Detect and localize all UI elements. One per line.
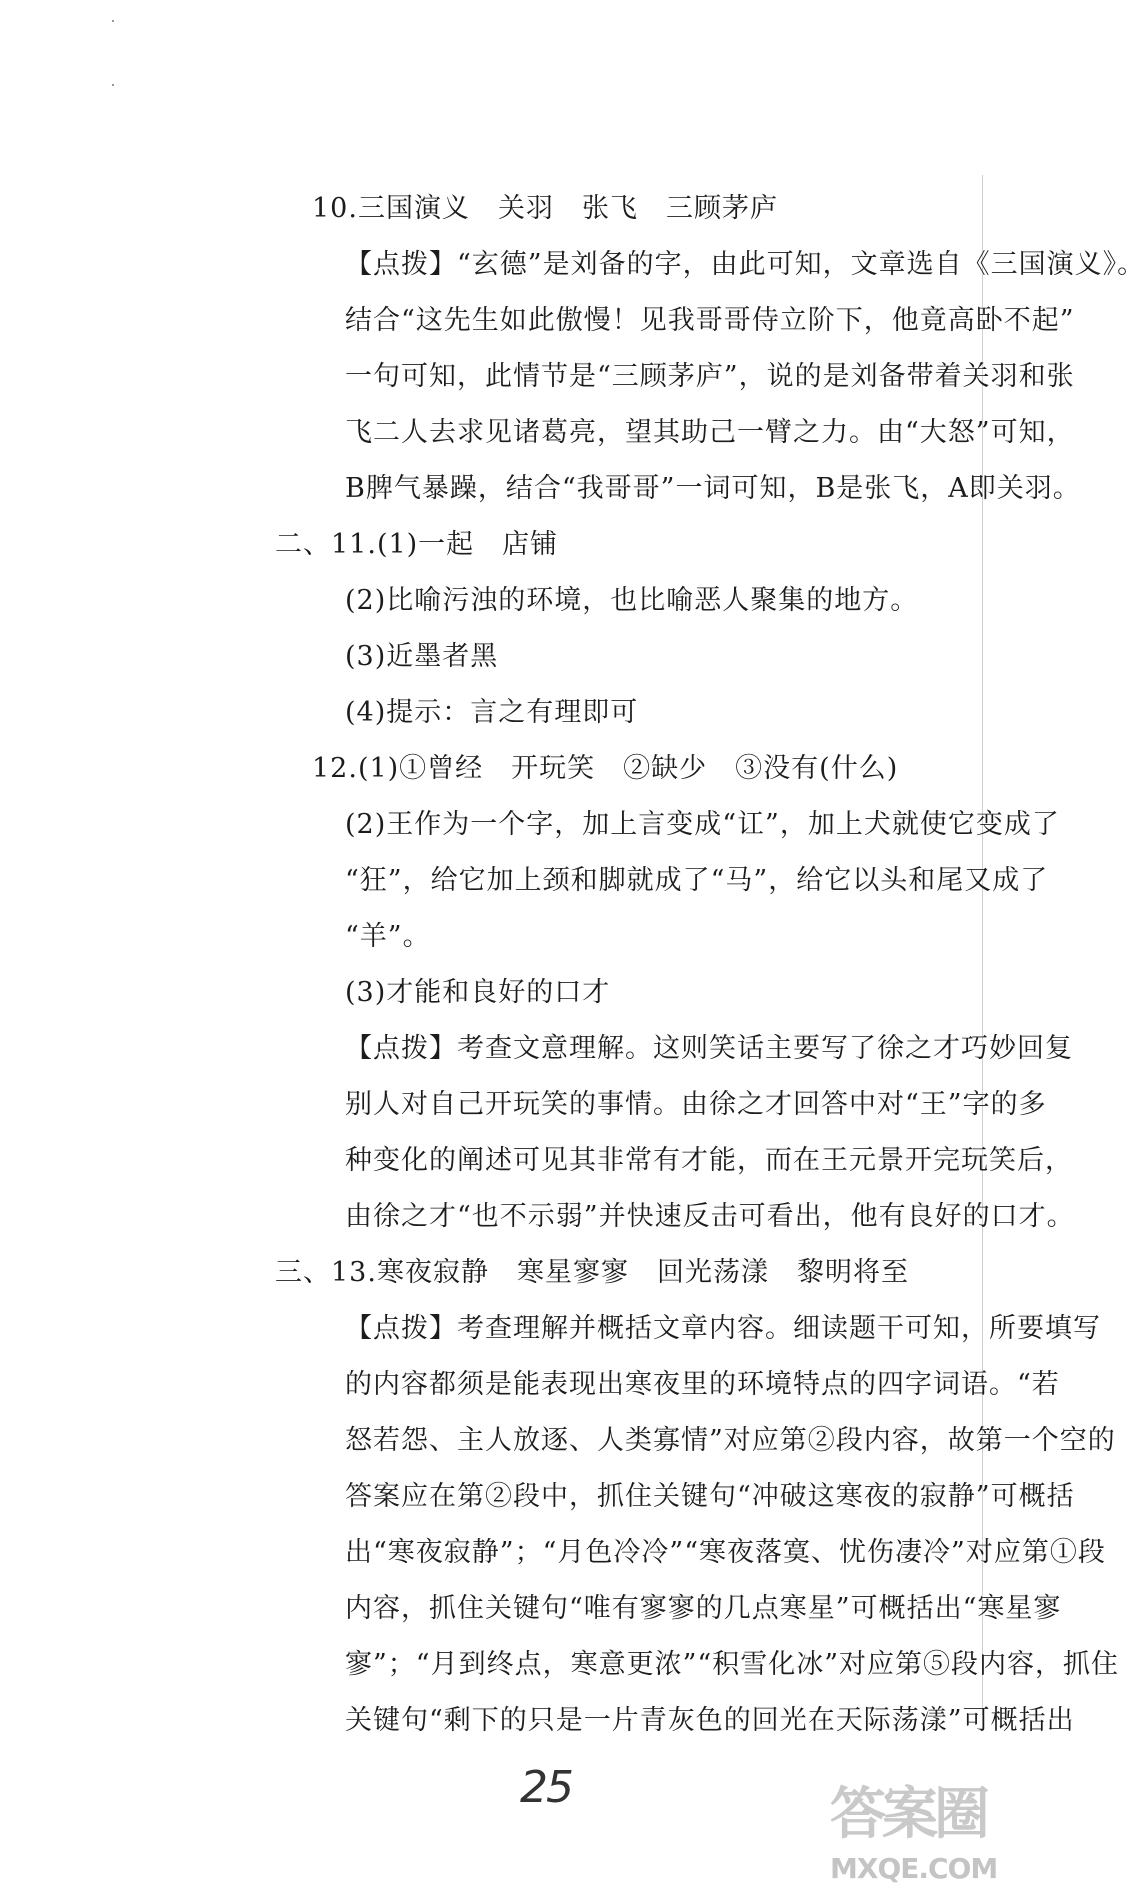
hint-10-line-3: 一句可知，此情节是“三顾茅庐”，说的是刘备带着关羽和张 <box>345 361 1075 392</box>
page-number: 25 <box>520 1762 572 1813</box>
hint-13-line-4: 答案应在第②段中，抓住关键句“冲破这寒夜的寂静”可概括 <box>345 1481 1075 1512</box>
hint-12-line-3: 种变化的阐述可见其非常有才能，而在王元景开完玩笑后， <box>345 1145 1073 1176</box>
answer-10: 10.三国演义 关羽 张飞 三顾茅庐 <box>312 193 778 224</box>
hint-10-line-2: 结合“这先生如此傲慢！见我哥哥侍立阶下，他竟高卧不起” <box>345 305 1075 336</box>
hint-13-line-1: 【点拨】考查理解并概括文章内容。细读题干可知，所要填写 <box>345 1313 1101 1344</box>
scan-speck <box>112 20 114 22</box>
hint-13-line-6: 内容，抓住关键句“唯有寥寥的几点寒星”可概括出“寒星寥 <box>345 1593 1062 1624</box>
answer-11-4: (4)提示：言之有理即可 <box>345 697 639 728</box>
hint-13-line-2: 的内容都须是能表现出寒夜里的环境特点的四字词语。“若 <box>345 1369 1060 1400</box>
hint-12-line-4: 由徐之才“也不示弱”并快速反击可看出，他有良好的口才。 <box>345 1201 1075 1232</box>
hint-12-line-1: 【点拨】考查文意理解。这则笑话主要写了徐之才巧妙回复 <box>345 1033 1073 1064</box>
hint-10-line-4: 飞二人去求见诸葛亮，望其助己一臂之力。由“大怒”可知， <box>345 417 1075 448</box>
watermark-logo: 答案圈 <box>830 1782 986 1847</box>
answer-12-2-line-1: (2)王作为一个字，加上言变成“讧”，加上犬就使它变成了 <box>345 809 1060 840</box>
answer-11-3: (3)近墨者黑 <box>345 641 499 672</box>
hint-10-line-5: B脾气暴躁，结合“我哥哥”一词可知，B是张飞，A即关羽。 <box>345 473 1081 504</box>
watermark <box>830 1770 998 1900</box>
answer-12-3: (3)才能和良好的口才 <box>345 977 611 1008</box>
answer-12-1: 12.(1)①曾经 开玩笑 ②缺少 ③没有(什么) <box>312 753 899 784</box>
hint-13-line-3: 怒若怨、主人放逐、人类寡情”对应第②段内容，故第一个空的 <box>345 1425 1116 1456</box>
answer-12-2-line-2: “狂”，给它加上颈和脚就成了“马”，给它以头和尾又成了 <box>345 865 1049 896</box>
hint-12-line-2: 别人对自己开玩笑的事情。由徐之才回答中对“王”字的多 <box>345 1089 1047 1120</box>
hint-13-line-7: 寥”；“月到终点，寒意更浓”“积雪化冰”对应第⑤段内容，抓住 <box>345 1649 1120 1680</box>
answer-13: 三、13.寒夜寂静 寒星寥寥 回光荡漾 黎明将至 <box>275 1257 909 1288</box>
hint-13-line-8: 关键句“剩下的只是一片青灰色的回光在天际荡漾”可概括出 <box>345 1705 1075 1736</box>
hint-13-line-5: 出“寒夜寂静”；“月色冷冷”“寒夜落寞、忧伤凄冷”对应第①段 <box>345 1537 1106 1568</box>
answer-11-2: (2)比喻污浊的环境，也比喻恶人聚集的地方。 <box>345 585 919 616</box>
answer-11-1: 二、11.(1)一起 店铺 <box>275 529 559 560</box>
answer-12-2-line-3: “羊”。 <box>345 921 431 952</box>
scan-speck <box>112 84 114 86</box>
hint-10-line-1: 【点拨】“玄德”是刘备的字，由此可知，文章选自《三国演义》。 <box>345 249 1145 280</box>
watermark-url: MXQE.COM <box>830 1852 998 1885</box>
